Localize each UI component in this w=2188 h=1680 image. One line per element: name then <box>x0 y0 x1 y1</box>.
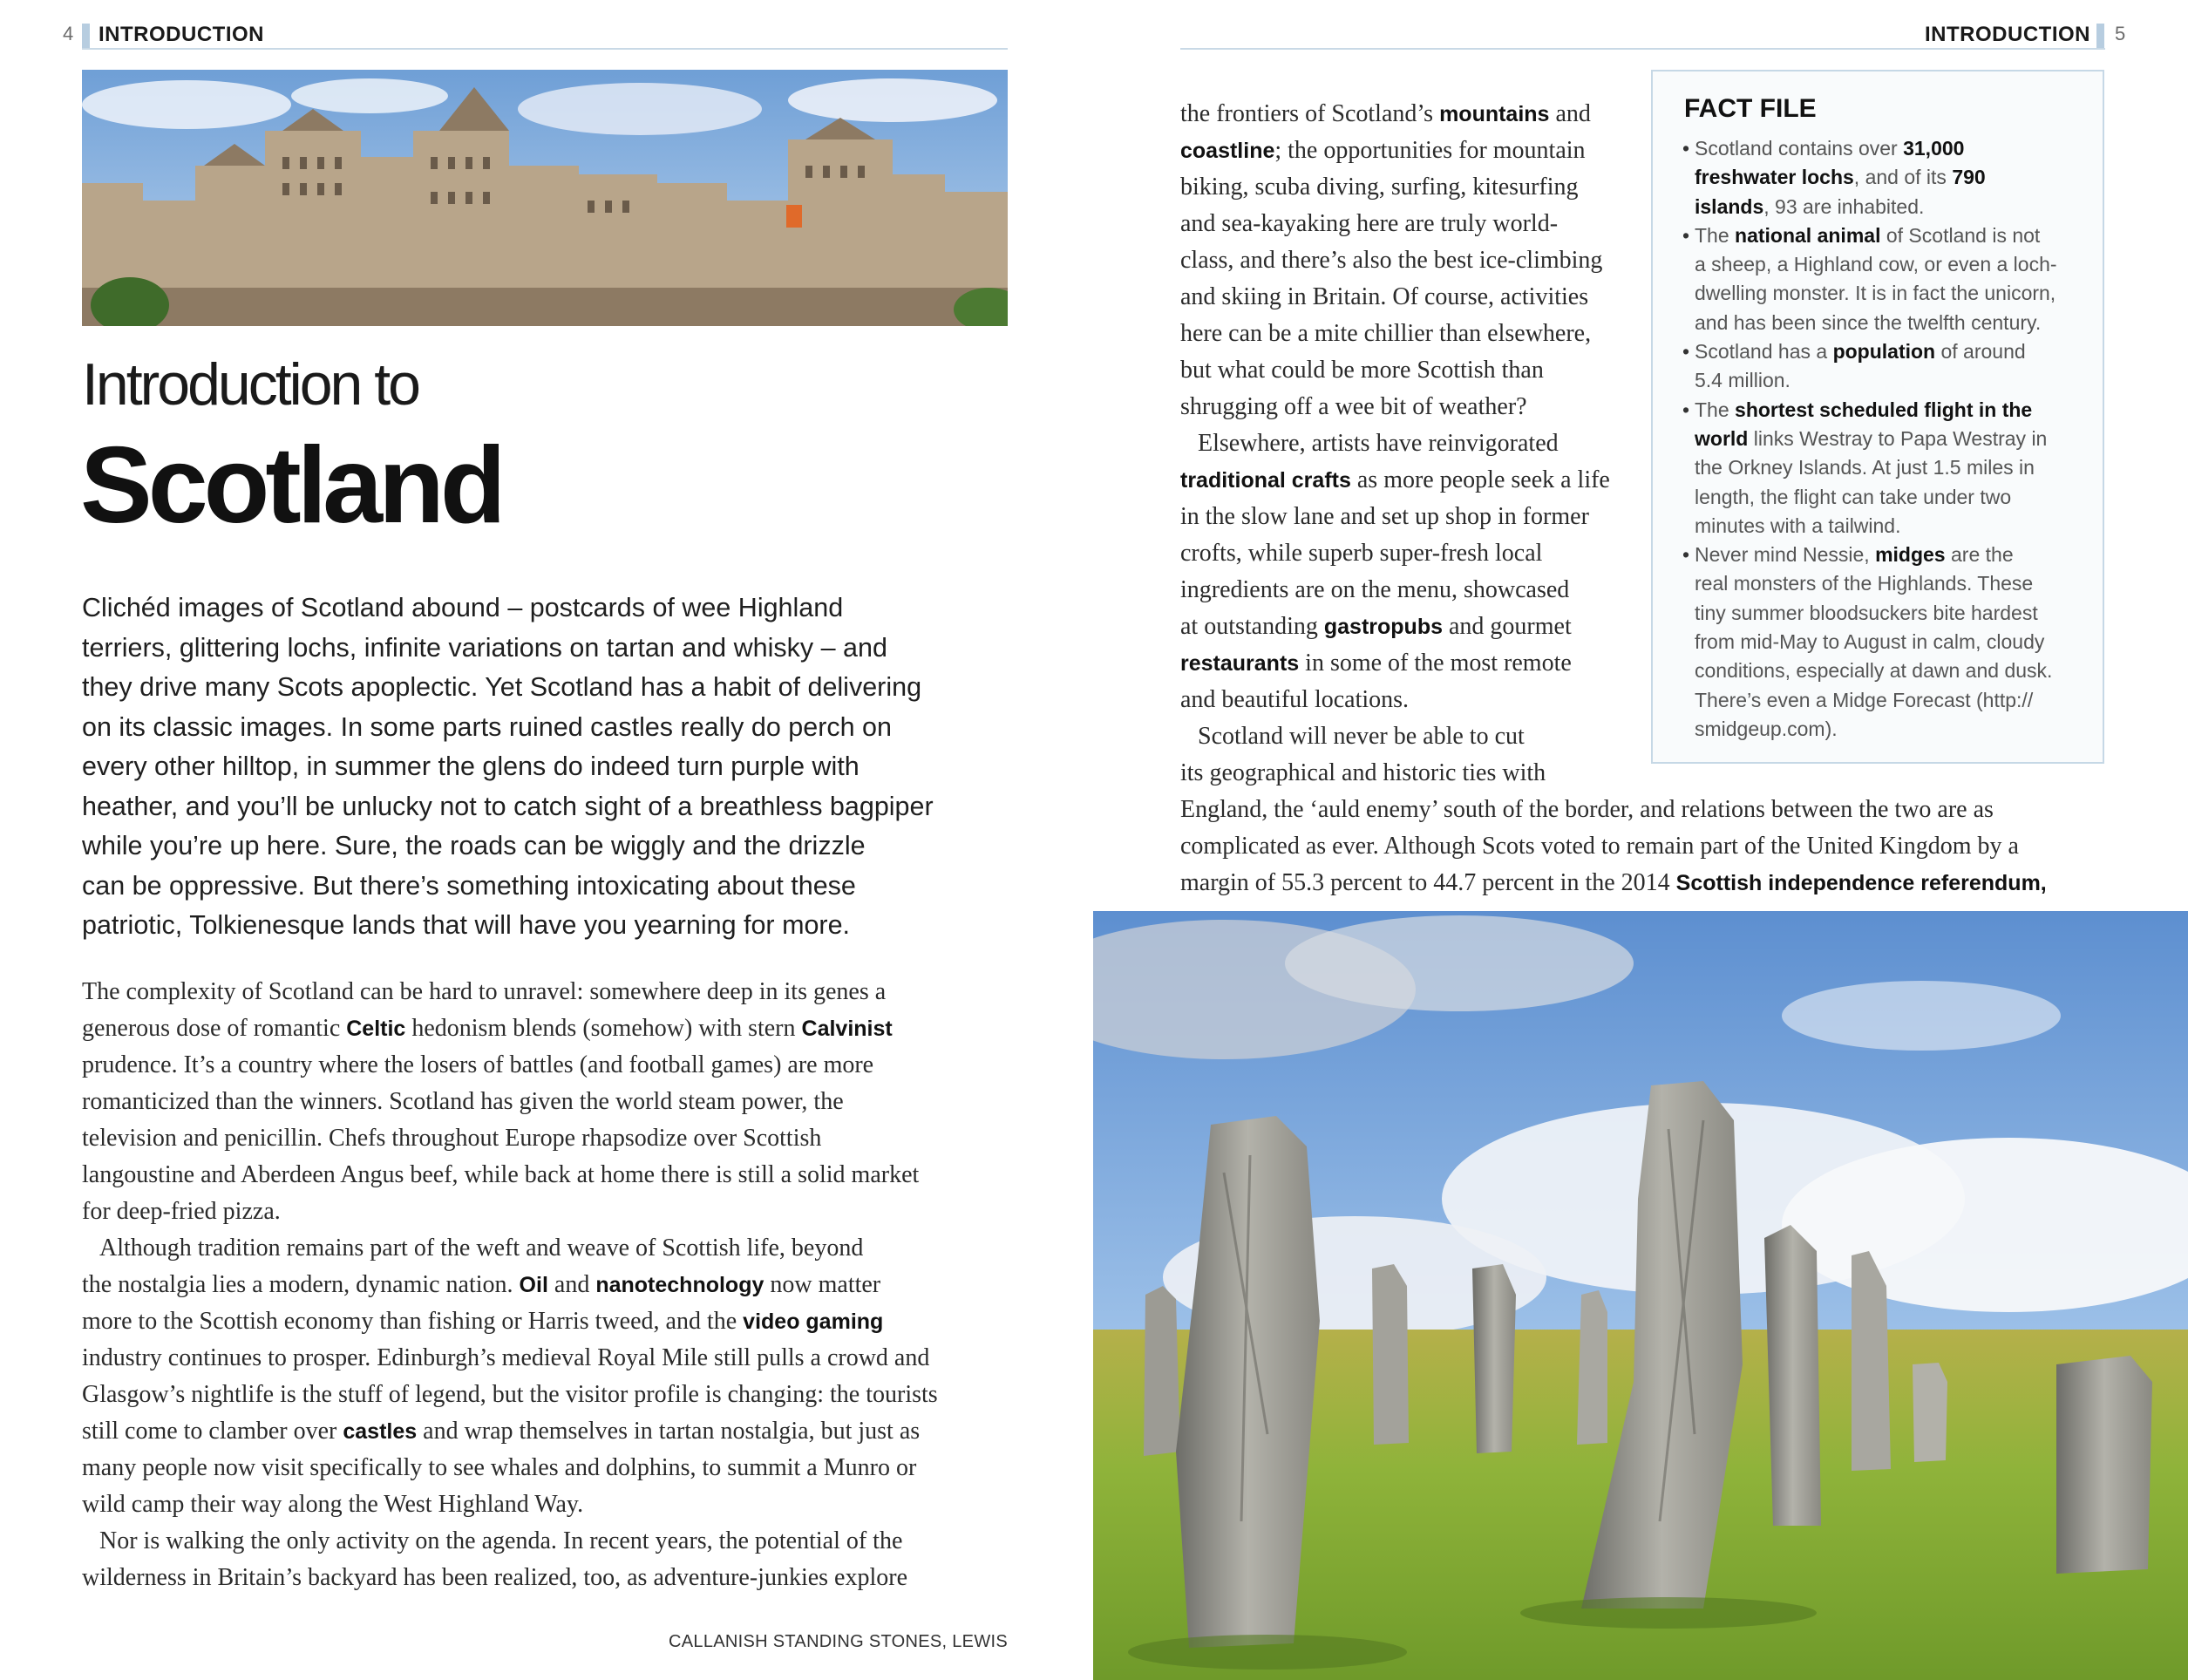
keyword-coastline: coastline <box>1180 139 1275 163</box>
body-line: Scotland will never be able to cut <box>1198 723 1525 750</box>
fact-line: the Orkney Islands. At just 1.5 miles in <box>1695 456 2035 480</box>
body-line: romanticized than the winners. Scotland has given the world steam power, the <box>82 1088 844 1115</box>
body-line: but what could be more Scottish than <box>1180 357 1544 384</box>
edinburgh-skyline-photo <box>82 70 1008 326</box>
lead-line: Clichéd images of Scotland abound – postcards of wee Highland <box>82 593 844 622</box>
keyword-mountains: mountains <box>1439 102 1550 126</box>
keyword-independence-referendum: Scottish independence referendum, <box>1675 871 2047 895</box>
right-header-title: INTRODUCTION <box>1925 23 2090 46</box>
keyword-castles: castles <box>343 1419 418 1444</box>
lead-line: every other hilltop, in summer the glens do indeed turn purple with <box>82 752 860 781</box>
left-page-number: 4 <box>63 23 74 44</box>
fact-line: • The national animal of Scotland is not <box>1682 221 2092 250</box>
body-line: wild camp their way along the West Highland Way. <box>82 1491 584 1518</box>
body-line: the nostalgia lies a modern, dynamic nation. Oil and nanotechnology now matter <box>82 1271 881 1298</box>
body-line: and sea-kayaking here are truly world- <box>1180 210 1559 237</box>
body-line: class, and there’s also the best ice-climbing <box>1180 247 1603 274</box>
fact-line: tiny summer bloodsuckers bite hardest <box>1695 601 2038 624</box>
body-line: prudence. It’s a country where the losers of battles (and football games) are more <box>82 1051 874 1078</box>
fact-line: • Never mind Nessie, midges are the <box>1682 541 2092 569</box>
left-header-title: INTRODUCTION <box>99 23 264 46</box>
body-line: and skiing in Britain. Of course, activities <box>1180 283 1589 310</box>
fact-line: freshwater lochs, and of its 790 <box>1695 166 1986 189</box>
left-header-rule <box>82 48 1008 50</box>
lead-line: they drive many Scots apoplectic. Yet Scotland has a habit of delivering <box>82 672 922 702</box>
body-line: shrugging off a wee bit of weather? <box>1180 393 1527 420</box>
fact-line: • The shortest scheduled flight in the <box>1682 396 2092 425</box>
body-text-left <box>82 974 938 1596</box>
bullet: • <box>1682 543 1690 567</box>
fact-line: world links Westray to Papa Westray in <box>1695 426 2048 450</box>
body-line: Nor is walking the only activity on the agenda. In recent years, the potential of the <box>99 1527 903 1554</box>
body-line: England, the ‘auld enemy’ south of the border, and relations between the two are as <box>1180 796 1994 823</box>
body-line: for deep-fried pizza. <box>82 1198 281 1225</box>
body-line: at outstanding gastropubs and gourmet <box>1180 613 1572 640</box>
bullet: • <box>1682 137 1690 160</box>
fact-file-title: FACT FILE <box>1684 94 1817 123</box>
callanish-stones-photo <box>1093 911 2188 1680</box>
body-line: the frontiers of Scotland’s mountains and <box>1180 100 1591 127</box>
keyword-restaurants: restaurants <box>1180 651 1300 676</box>
fact-line: conditions, especially at dawn and dusk. <box>1695 659 2053 683</box>
body-line: more to the Scottish economy than fishing or Harris tweed, and the video gaming <box>82 1308 884 1335</box>
body-line: margin of 55.3 percent to 44.7 percent in the 2014 Scottish independence referendum, <box>1180 869 2047 896</box>
body-line: ingredients are on the menu, showcased <box>1180 576 1570 603</box>
fact-line: from mid-May to August in calm, cloudy <box>1695 630 2045 654</box>
body-line: here can be a mite chillier than elsewhere, <box>1180 320 1592 347</box>
body-line: in the slow lane and set up shop in former <box>1180 503 1589 530</box>
body-line: traditional crafts as more people seek a life <box>1180 466 1610 493</box>
body-line: many people now visit specifically to see whales and dolphins, to summit a Munro or <box>82 1454 917 1481</box>
left-header-bar <box>82 24 90 48</box>
bullet: • <box>1682 398 1690 421</box>
fact-line: smidgeup.com). <box>1695 717 1838 740</box>
fact-line: and has been since the twelfth century. <box>1695 310 2042 334</box>
title-line-1: Introduction to <box>82 351 418 418</box>
bullet: • <box>1682 340 1690 364</box>
lead-line: patriotic, Tolkienesque lands that will have you yearning for more. <box>82 910 851 940</box>
body-line: complicated as ever. Although Scots voted to remain part of the United Kingdom by a <box>1180 833 2019 860</box>
body-line: wilderness in Britain’s backyard has been realized, too, as adventure-junkies explore <box>82 1564 908 1591</box>
body-line: biking, scuba diving, surfing, kitesurfing <box>1180 173 1579 201</box>
keyword-gastropubs: gastropubs <box>1323 615 1443 639</box>
keyword-celtic: Celtic <box>346 1017 406 1041</box>
lead-line: on its classic images. In some parts ruined castles really do perch on <box>82 711 892 742</box>
keyword-nanotechnology: nanotechnology <box>595 1273 764 1297</box>
body-line: industry continues to prosper. Edinburgh’s medieval Royal Mile still pulls a crowd and <box>82 1344 930 1371</box>
keyword-traditional-crafts: traditional crafts <box>1180 468 1351 493</box>
body-line: Glasgow’s nightlife is the stuff of legend, but the visitor profile is changing: the tourists <box>82 1381 938 1408</box>
fact-line: • Scotland has a population of around <box>1682 337 2092 366</box>
keyword-calvinist: Calvinist <box>801 1017 893 1041</box>
lead-line: while you’re up here. Sure, the roads can be wiggly and the drizzle <box>82 831 866 860</box>
lead-paragraph <box>82 588 1006 946</box>
right-header-rule <box>1180 48 2105 50</box>
fact-line: minutes with a tailwind. <box>1695 514 1901 537</box>
body-text-right <box>1180 96 1610 792</box>
fact-file-list <box>1682 134 2092 744</box>
body-line: its geographical and historic ties with <box>1180 759 1546 786</box>
fact-line: dwelling monster. It is in fact the unicorn, <box>1695 282 2056 305</box>
body-line: generous dose of romantic Celtic hedonism blends (somehow) with stern Calvinist <box>82 1015 893 1042</box>
fact-line: • Scotland contains over 31,000 <box>1682 134 2092 163</box>
body-line: crofts, while superb super-fresh local <box>1180 540 1543 567</box>
page-title: Scotland <box>80 425 502 546</box>
body-line: langoustine and Aberdeen Angus beef, while back at home there is still a solid market <box>82 1161 920 1188</box>
body-line: The complexity of Scotland can be hard to unravel: somewhere deep in its genes a <box>82 978 887 1005</box>
right-header-bar <box>2096 24 2104 48</box>
right-page-number: 5 <box>2115 23 2126 44</box>
body-text-right-wide <box>1180 792 2047 901</box>
body-line: Although tradition remains part of the weft and weave of Scottish life, beyond <box>99 1234 864 1262</box>
fact-line: There’s even a Midge Forecast (http:// <box>1695 688 2034 711</box>
fact-line: a sheep, a Highland cow, or even a loch- <box>1695 253 2057 276</box>
body-line: television and penicillin. Chefs throughout Europe rhapsodize over Scottish <box>82 1125 822 1152</box>
body-line: still come to clamber over castles and wrap themselves in tartan nostalgia, but just as <box>82 1418 921 1445</box>
lead-line: can be oppressive. But there’s something intoxicating about these <box>82 870 856 901</box>
body-line: and beautiful locations. <box>1180 686 1410 713</box>
lead-line: terriers, glittering lochs, infinite variations on tartan and whisky – and <box>82 632 887 663</box>
body-line: restaurants in some of the most remote <box>1180 650 1572 677</box>
fact-line: islands, 93 are inhabited. <box>1695 194 1925 218</box>
lead-line: heather, and you’ll be unlucky not to catch sight of a breathless bagpiper <box>82 791 934 821</box>
fact-line: length, the flight can take under two <box>1695 485 2012 508</box>
body-line: coastline; the opportunities for mountain <box>1180 137 1586 164</box>
fact-line: 5.4 million. <box>1695 369 1790 392</box>
keyword-video-gaming: video gaming <box>743 1309 884 1334</box>
bullet: • <box>1682 223 1690 247</box>
photo-caption: CALLANISH STANDING STONES, LEWIS <box>669 1632 1008 1651</box>
keyword-oil: Oil <box>519 1273 548 1297</box>
fact-line: real monsters of the Highlands. These <box>1695 572 2034 595</box>
body-line: Elsewhere, artists have reinvigorated <box>1198 430 1559 457</box>
